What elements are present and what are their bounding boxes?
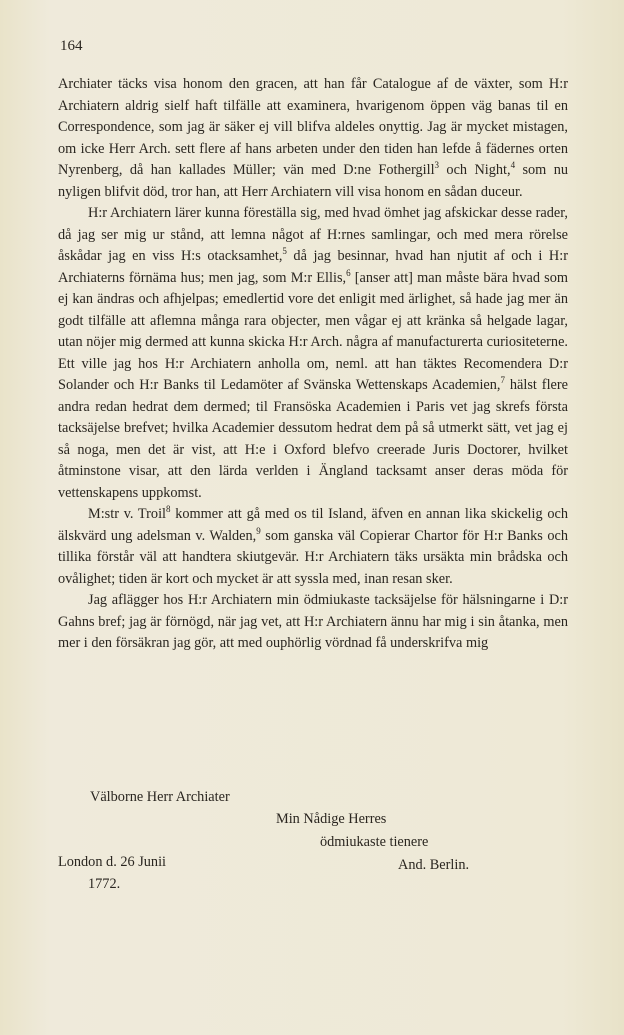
- footnote-ref-7: 7: [500, 375, 505, 385]
- paragraph-1: [58, 74, 568, 203]
- paragraph-4-text: Jag aflägger hos H:r Archiatern min ödmiukaste tacksäjelse för hälsningarne i D:r Gahns bref; jag är förnögd, när jag vet, att H:r Archiatern ännu har mig i sin åtanka, men mer i den försäkran jag gör, att med ouphörlig vördnad få underskrifva mig: [58, 592, 568, 651]
- footnote-ref-5: 5: [282, 246, 287, 256]
- letter-body: [58, 74, 568, 655]
- paragraph-2-text-c: [anser att] man måste bära hvad som ej kan ändras och afhjelpas; emedlertid vore det enligit med ärlighet, så hade jag mer än godt tilfälle att aflemna många rara objecter, men vågar ej att kränka så helgade lagar, utan nöjer mig dermed att kunna skicka H:r Arch. några af manufacturerta curiositeterne. Ett ville jag hos H:r Archiatern anholla om, neml. att han täktes Recomendera D:r Solander och H:r Banks til Ledamöter af Svänska Wettenskaps Academien,: [58, 269, 568, 393]
- closing-line-1: Min Nådige Herres: [276, 811, 387, 827]
- paragraph-1-text: Archiater täcks visa honom den gracen, att han får Catalogue af de växter, som H:r Archiatern aldrig sielf haft tilfälle att examinera, hvarigenom öppen väg banas til en Correspondence, som jag är säker ej vill blifva aldeles onyttig. Jag är mycket mistagen, om icke Herr Arch. sett flere af hans arbeten under den tiden han lefde å fädernes orten Nyrenberg, då han kallades Müller; vän med D:ne Fothergill: [58, 76, 568, 178]
- signature: And. Berlin.: [398, 857, 470, 873]
- footnote-ref-6: 6: [346, 267, 351, 278]
- footnote-ref-3: 3: [434, 160, 440, 170]
- paragraph-2-text-b: då jag besinnar, hvad han njutit af och i H:r Archiaterns förnäma hus; men jag, som M:r Ellis,: [58, 248, 568, 286]
- paragraph-4: [58, 590, 568, 655]
- paragraph-3-text-b: kommer att gå med os til Island, äfven en annan lika skickelig och älskvärd ung adelsman v. Walden,: [58, 506, 569, 544]
- closing-line-2: ödmiukaste tienere: [320, 834, 429, 850]
- paragraph-1-text-c: som nu nyligen blifvit död, tror han, att Herr Archiatern vill visa honom en sådan duceur.: [58, 162, 568, 200]
- salutation: Välborne Herr Archiater: [90, 789, 230, 805]
- footnote-ref-9: 9: [256, 525, 261, 536]
- paragraph-2: [58, 203, 568, 504]
- footnote-ref-4: 4: [510, 160, 516, 170]
- paragraph-1-text-b: och Night,: [439, 162, 511, 178]
- footnote-ref-8: 8: [166, 504, 171, 514]
- paragraph-3: [58, 504, 568, 590]
- paragraph-2-text-a: H:r Archiatern lärer kunna föreställa sig, med hvad ömhet jag afskickar desse rader, då jag ser mig ur stånd, att lemna något af H:rnes samlingar, och med mera rörelse åskådar jag en viss H:s otacksamhet,: [58, 205, 568, 264]
- page-number: 164: [60, 38, 83, 54]
- year: 1772.: [88, 876, 121, 892]
- paragraph-3-text-c: som ganska väl Copierar Chartor för H:r Banks och tillika förstår väl att handtera skiutgevär. H:r Archiatern täks ursäkta min brådska och ovålighet; tiden är kort och mycket är att syssla med, inan resan sker.: [58, 527, 568, 587]
- place-date: London d. 26 Junii: [58, 854, 167, 870]
- paragraph-2-text-d: hälst flere andra redan hedrat dem dermed; til Fransöska Academien i Paris vet jag skrefs första tacksäjelse brefvet; hvilka Academier dessutom hedrat dem på så utmerkt sätt, vet jag ej så noga, men det är vist, att H:e i Oxford blefvo creerade Juris Doctorer, hvilket åtminstone visar, att den lärda verlden i Ängland tacksamt anser deras möda för vettenskapens uppkomst.: [58, 377, 568, 501]
- paragraph-3-text-a: M:str v. Troil: [88, 506, 167, 522]
